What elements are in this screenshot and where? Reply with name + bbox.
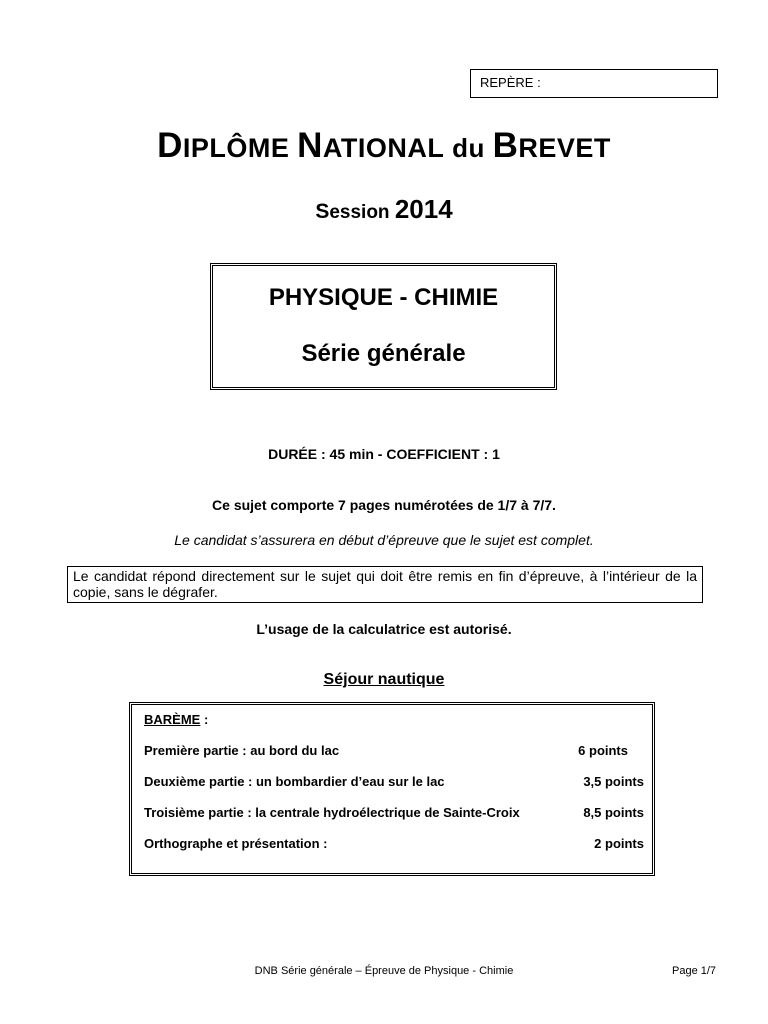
bareme-row-label: Première partie : au bord du lac bbox=[144, 743, 340, 758]
title-word-national: ATIONAL bbox=[322, 133, 445, 163]
calculator-note: L’usage de la calculatrice est autorisé. bbox=[256, 621, 512, 637]
title-word-diplome: IPLÔME bbox=[182, 133, 290, 163]
title-word-du: du bbox=[452, 133, 485, 163]
page-number: Page 1/7 bbox=[672, 965, 717, 977]
session-word: ession bbox=[329, 202, 390, 223]
session-line bbox=[0, 194, 768, 225]
bareme-colon: : bbox=[200, 712, 209, 727]
footer-title: DNB Série générale – Épreuve de Physique - Chimie bbox=[254, 965, 514, 977]
pages-info: Ce sujet comporte 7 pages numérotées de 1/7 à 7/7. bbox=[212, 497, 556, 513]
session-year: 2014 bbox=[394, 194, 453, 224]
main-title bbox=[0, 126, 768, 166]
bareme-row-points: 2 points bbox=[594, 836, 644, 851]
session-initial: S bbox=[315, 200, 330, 223]
section-title: Séjour nautique bbox=[323, 671, 445, 688]
subject-serie: Série générale bbox=[301, 340, 466, 367]
title-word-brevet: REVET bbox=[518, 133, 611, 163]
subject-box bbox=[210, 263, 557, 390]
bareme-row-points: 3,5 points bbox=[583, 774, 644, 789]
duration-coefficient: DURÉE : 45 min - COEFFICIENT : 1 bbox=[268, 446, 500, 462]
bareme-row bbox=[144, 805, 644, 820]
title-initial-n: N bbox=[297, 126, 323, 165]
subject-title: PHYSIQUE - CHIMIE bbox=[268, 284, 499, 311]
bareme-row-points: 8,5 points bbox=[583, 805, 644, 820]
bareme-label bbox=[144, 712, 208, 727]
repere-label: REPÈRE : bbox=[480, 75, 541, 90]
bareme-box bbox=[129, 702, 655, 876]
bareme-heading: BARÈME bbox=[144, 712, 201, 727]
notice-box: Le candidat répond directement sur le sujet qui doit être remis en fin d’épreuve, à l’intérieur de la copie, sans le dégrafer. bbox=[67, 566, 703, 603]
bareme-row bbox=[144, 774, 644, 789]
bareme-row-label: Deuxième partie : un bombardier d’eau sur le lac bbox=[144, 774, 445, 789]
completeness-note: Le candidat s’assurera en début d’épreuve que le sujet est complet. bbox=[174, 532, 594, 548]
bareme-row-label: Orthographe et présentation : bbox=[144, 836, 328, 851]
bareme-row bbox=[144, 836, 644, 851]
bareme-row-label: Troisième partie : la centrale hydroélectrique de Sainte-Croix bbox=[144, 805, 520, 820]
bareme-row bbox=[144, 743, 644, 758]
title-initial-d: D bbox=[157, 126, 183, 165]
title-initial-b: B bbox=[492, 126, 519, 165]
repere-box bbox=[470, 69, 718, 98]
bareme-row-points: 6 points bbox=[578, 743, 628, 758]
